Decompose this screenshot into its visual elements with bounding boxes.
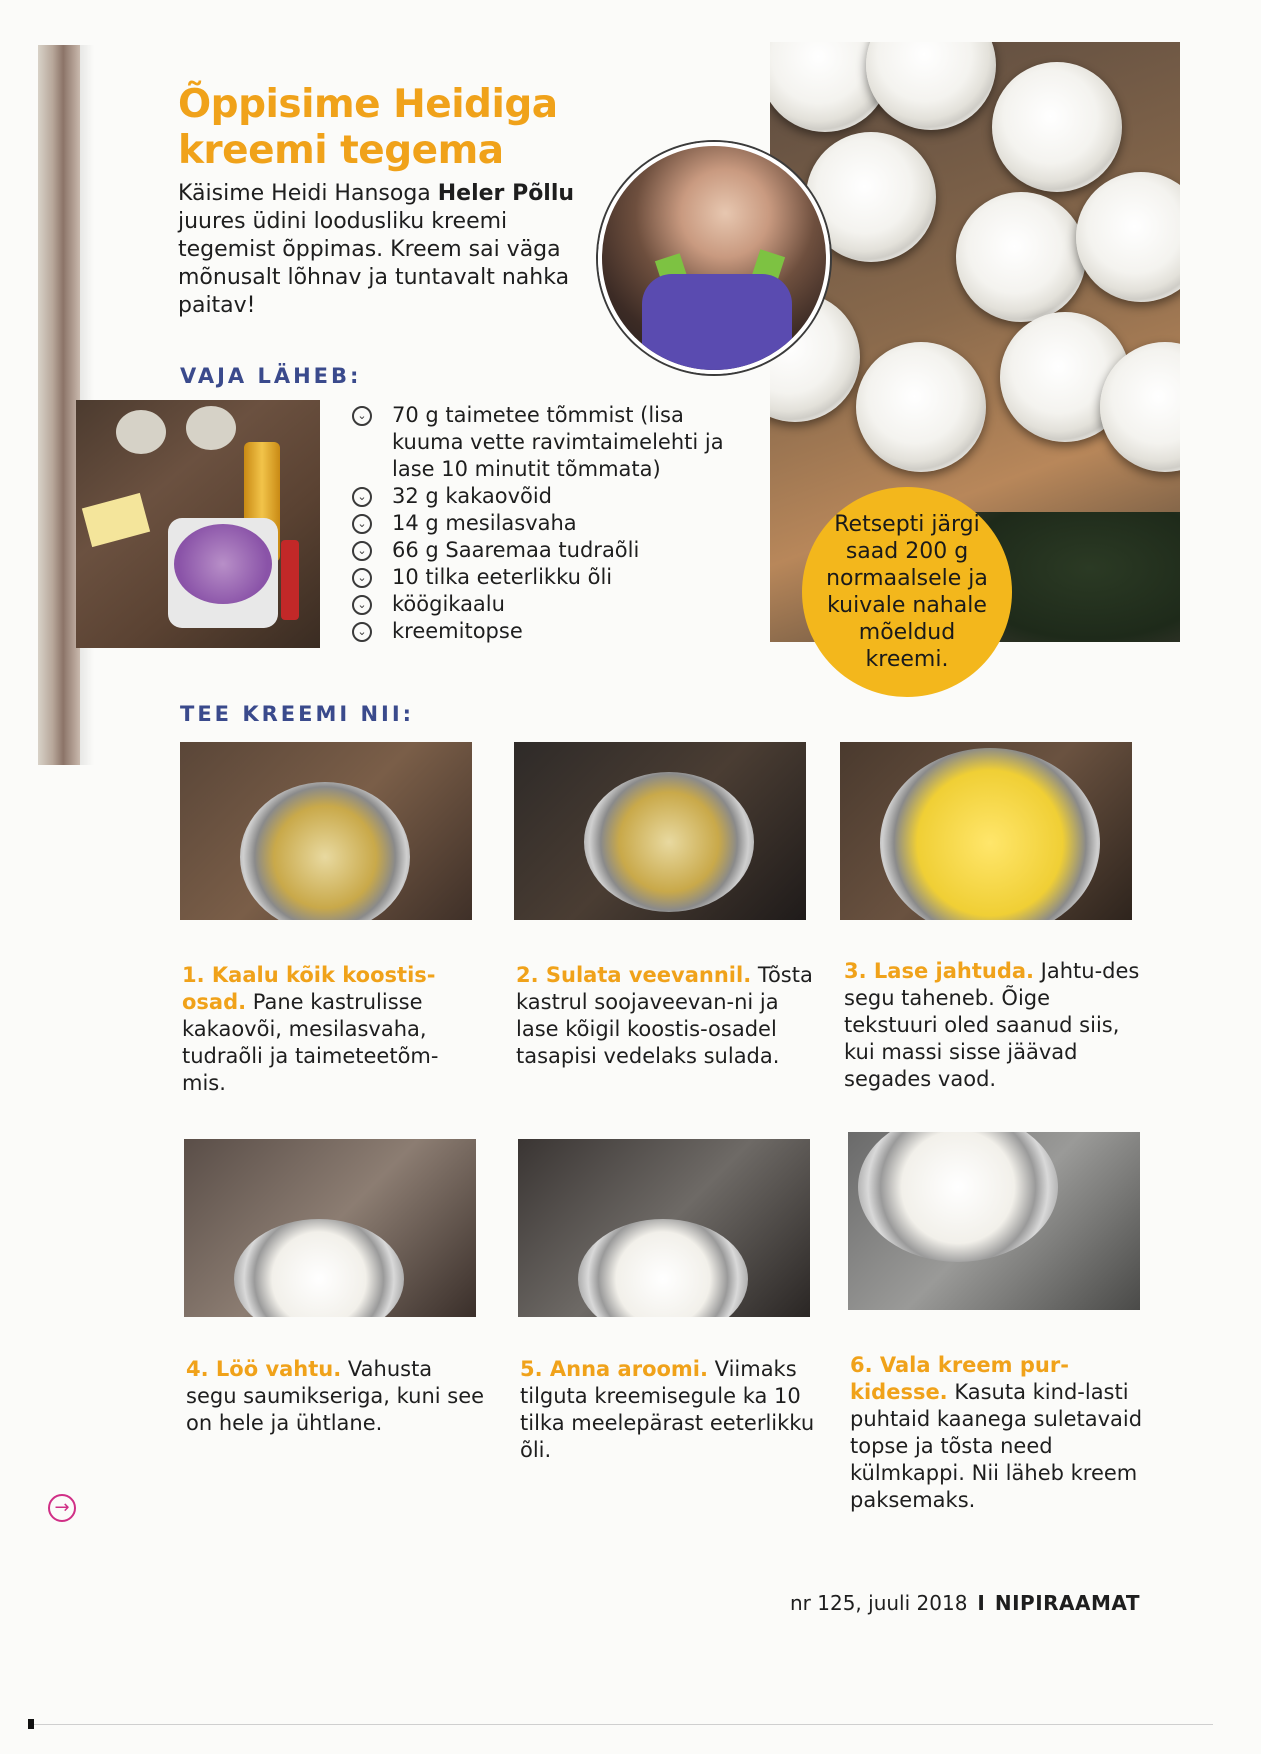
step-heading: 2. Sulata veevannil. (516, 963, 752, 987)
step-4-photo (184, 1139, 476, 1317)
list-item (352, 564, 752, 591)
intro-text-start: Käisime Heidi Hansoga (178, 181, 438, 206)
cream-jar (1076, 172, 1180, 302)
crop-mark (28, 1719, 34, 1729)
ingredient-text: 14 g mesilasvaha (392, 511, 577, 535)
ingredient-text: 70 g taimetee tõmmist (lisa kuuma vette ravimtaimelehti ja lase 10 minutit tõmmata) (392, 403, 724, 481)
step-text: Viimaks tilguta kreemisegule ka 10 tilka meelepärast eeterlikku õli. (520, 1357, 815, 1462)
step-6 (850, 1352, 1150, 1514)
list-item (352, 510, 752, 537)
list-item (352, 591, 752, 618)
cream-jar (992, 62, 1122, 192)
step-6-photo (848, 1132, 1140, 1310)
step-3-photo (840, 742, 1132, 920)
step-2-photo (514, 742, 806, 920)
apron (642, 274, 792, 374)
chevron-down-circle-icon: ⌄ (352, 406, 372, 426)
step-5-photo (518, 1139, 810, 1317)
list-item (352, 537, 752, 564)
ingredient-text: 10 tilka eeterlikku õli (392, 565, 613, 589)
ingredients-list (352, 402, 752, 645)
ingredient-text: köögikaalu (392, 592, 505, 616)
ingredient-text: 32 g kakaovõid (392, 484, 553, 508)
mixer-handle (281, 540, 299, 620)
step-text: Jahtu-des segu taheneb. Õige tekstuuri oled saanud siis, kui massi sisse jäävad segades vaod. (844, 959, 1140, 1091)
scale-bowl (174, 524, 272, 604)
chevron-down-circle-icon: ⌄ (352, 568, 372, 588)
article-title: Õppisime Heidiga kreemi tegema (178, 82, 558, 173)
list-item (352, 483, 752, 510)
step-1-photo (180, 742, 472, 920)
footer-separator: I (977, 1591, 985, 1615)
saucepan (880, 748, 1100, 920)
step-4 (186, 1356, 486, 1437)
intro-paragraph (178, 180, 588, 320)
arrow-right-circle-icon: → (48, 1494, 76, 1522)
step-heading: 5. Anna aroomi. (520, 1357, 708, 1381)
saucepan (240, 782, 410, 920)
saucepan (858, 1132, 1058, 1262)
badge-text: Retsepti järgi saad 200 g normaalsele ja kuivale nahale mõeldud kreemi. (826, 512, 988, 672)
saucepan (584, 772, 754, 912)
chevron-down-circle-icon: ⌄ (352, 514, 372, 534)
magazine-brand: NIPIRAAMAT (994, 1591, 1140, 1615)
step-heading: 6. Vala kreem pur-kidesse. (850, 1353, 1069, 1404)
saucepan (578, 1219, 748, 1317)
cream-jar (856, 342, 986, 472)
cream-jar (956, 192, 1086, 322)
step-text: Pane kastrulisse kakaovõi, mesilasvaha, tudraõli ja taimeteetõm-mis. (182, 990, 439, 1095)
method-heading: TEE KREEMI NII: (180, 702, 415, 726)
chevron-down-circle-icon: ⌄ (352, 595, 372, 615)
ingredients-photo (76, 400, 320, 648)
step-5 (520, 1356, 820, 1464)
scan-bottom-edge (28, 1724, 1213, 1725)
tea-cup (116, 410, 166, 454)
cocoa-butter (82, 493, 150, 547)
page-footer (790, 1591, 1140, 1615)
step-heading: 1. Kaalu kõik koostis-osad. (182, 963, 436, 1014)
chevron-down-circle-icon: ⌄ (352, 541, 372, 561)
step-heading: 3. Lase jahtuda. (844, 959, 1034, 983)
list-item (352, 402, 752, 483)
step-1 (182, 962, 482, 1097)
cream-jar (866, 42, 996, 130)
intro-text-end: juures üdini loodusliku kreemi tegemist õppimas. Kreem sai väga mõnusalt lõhnav ja tuntavalt nahka paitav! (178, 209, 570, 318)
saucepan (234, 1219, 404, 1317)
chevron-down-circle-icon: ⌄ (352, 622, 372, 642)
author-portrait (598, 142, 830, 374)
ingredient-text: kreemitopse (392, 619, 523, 643)
list-item (352, 618, 752, 645)
step-3 (844, 958, 1144, 1093)
ingredient-text: 66 g Saaremaa tudraõli (392, 538, 640, 562)
intro-bold-name: Heler Põllu (437, 181, 575, 206)
chevron-down-circle-icon: ⌄ (352, 487, 372, 507)
yield-badge (802, 487, 1012, 697)
step-text: Vahusta segu saumikseriga, kuni see on hele ja ühtlane. (186, 1357, 485, 1435)
step-text: Kasuta kind-lasti puhtaid kaanega suletavaid topse ja tõsta need külmkappi. Nii läheb kreem paksemaks. (850, 1380, 1143, 1512)
step-heading: 4. Löö vahtu. (186, 1357, 342, 1381)
step-2 (516, 962, 816, 1070)
step-text: Tõsta kastrul soojaveevan-ni ja lase kõigil koostis-osadel tasapisi vedelaks sulada. (516, 963, 813, 1068)
issue-info: nr 125, juuli 2018 (790, 1591, 968, 1615)
tea-cup (186, 406, 236, 450)
ingredients-heading: VAJA LÄHEB: (180, 364, 362, 388)
previous-page-photo-strip (38, 45, 80, 765)
